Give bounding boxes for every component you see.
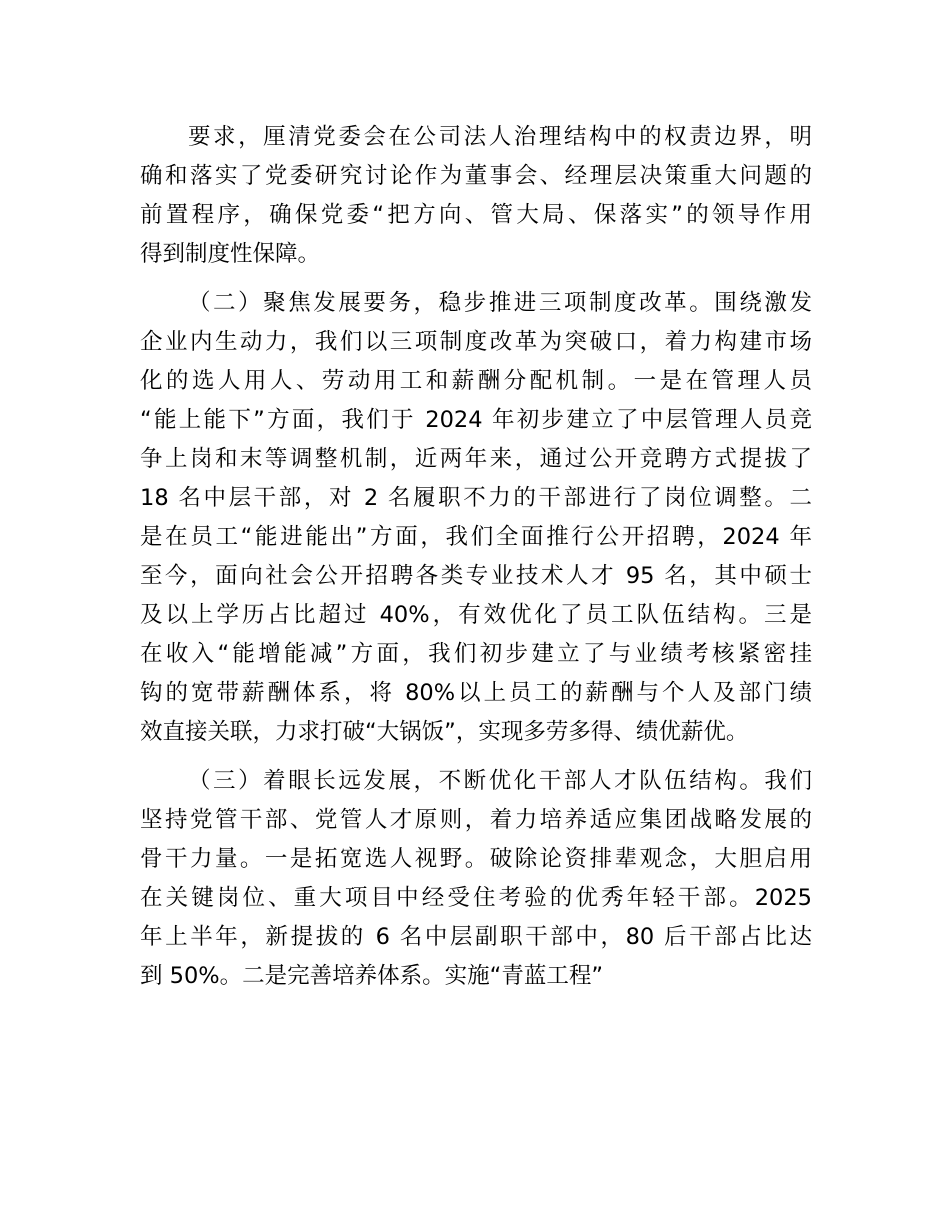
document-body [140, 118, 812, 1006]
text-line: 到 50%。二是完善培养体系。实施“青蓝工程” [140, 963, 603, 989]
text-line: 钩的宽带薪酬体系，将 80%以上员工的薪酬与个人及部门绩 [140, 680, 812, 706]
text-line: 确和落实了党委研究讨论作为董事会、经理层决策重大问题的 [140, 163, 812, 189]
text-line: 骨干力量。一是拓宽选人视野。破除论资排辈观念，大胆启用 [140, 846, 812, 872]
text-line: 至今，面向社会公开招聘各类专业技术人才 95 名，其中硕士 [140, 563, 812, 589]
text-line: 在收入“能增能减”方面，我们初步建立了与业绩考核紧密挂 [140, 641, 812, 667]
paragraph-2 [140, 284, 812, 752]
text-line: “能上能下”方面，我们于 2024 年初步建立了中层管理人员竞 [140, 407, 812, 433]
text-line: 在关键岗位、重大项目中经受住考验的优秀年轻干部。2025 [140, 885, 812, 911]
paragraph-1 [140, 118, 812, 274]
text-line: 效直接关联，力求打破“大锅饭”，实现多劳多得、绩优薪优。 [140, 719, 749, 745]
text-line: 争上岗和末等调整机制，近两年来，通过公开竞聘方式提拔了 [140, 446, 812, 472]
text-line: 是在员工“能进能出”方面，我们全面推行公开招聘，2024 年 [140, 524, 812, 550]
text-line: 18 名中层干部，对 2 名履职不力的干部进行了岗位调整。二 [140, 485, 812, 511]
text-line: 要求，厘清党委会在公司法人治理结构中的权责边界，明 [188, 124, 812, 150]
text-line: 及以上学历占比超过 40%，有效优化了员工队伍结构。三是 [140, 602, 812, 628]
text-line: 坚持党管干部、党管人才原则，着力培养适应集团战略发展的 [140, 807, 812, 833]
text-line: 化的选人用人、劳动用工和薪酬分配机制。一是在管理人员 [140, 368, 812, 394]
text-line: （二）聚焦发展要务，稳步推进三项制度改革。围绕激发 [188, 290, 812, 316]
text-line: 企业内生动力，我们以三项制度改革为突破口，着力构建市场 [140, 329, 812, 355]
text-line: 前置程序，确保党委“把方向、管大局、保落实”的领导作用 [140, 202, 812, 228]
text-line: （三）着眼长远发展，不断优化干部人才队伍结构。我们 [188, 768, 812, 794]
paragraph-3 [140, 762, 812, 996]
text-line: 年上半年，新提拔的 6 名中层副职干部中，80 后干部占比达 [140, 924, 812, 950]
text-line: 得到制度性保障。 [140, 241, 321, 267]
